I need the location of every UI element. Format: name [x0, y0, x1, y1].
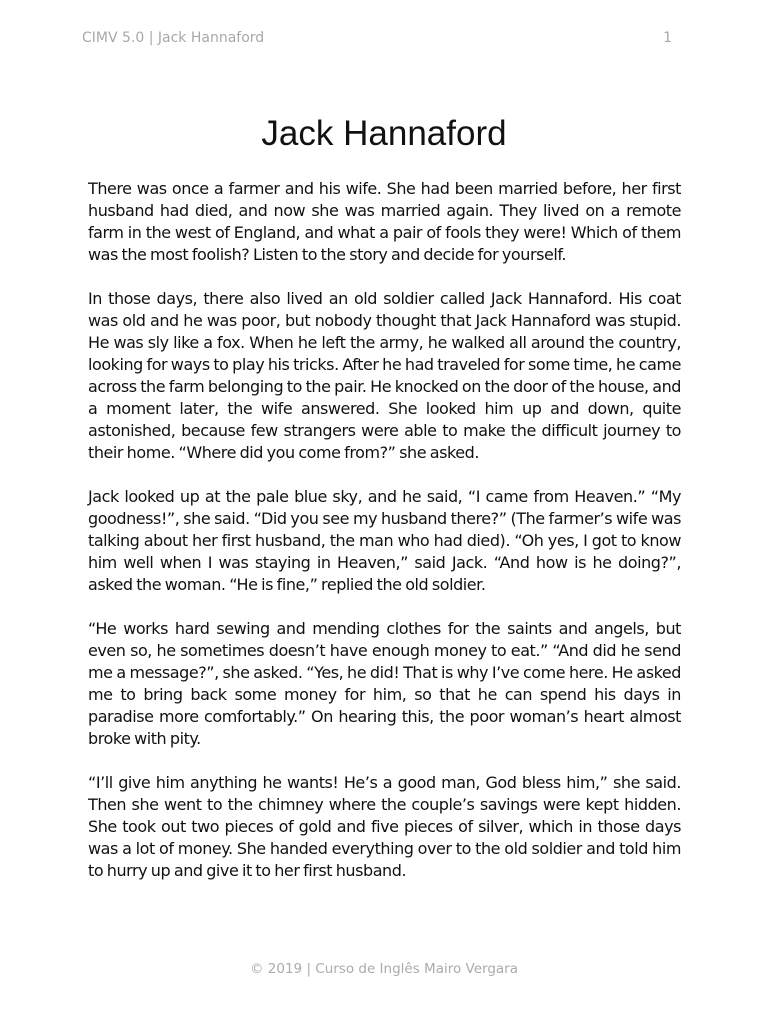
paragraph: In those days, there also lived an old soldier called Jack Hannaford. His coat was old and he was poor, but nobody thought that Jack Hannaford was stupid. He was sly like a fox. When he left the army, he walked all around the country, looking for ways to play his tricks. After he had traveled for some time, he came across the farm belonging to the pair. He knocked on the door of the house, and a moment later, the wife answered. She looked him up and down, quite astonished, because few strangers were able to make the difficult journey to their home. “Where did you come from?” she asked.	[88, 289, 681, 462]
paragraph: “I’ll give him anything he wants! He’s a good man, God bless him,” she said. Then she went to the chimney where the couple’s savings were kept hidden. She took out two pieces of gold and five pieces of silver, which in those days was a lot of money. She handed everything over to the old soldier and told him to hurry up and give it to her first husband.	[88, 773, 681, 880]
page-number: 1	[663, 30, 672, 46]
paragraph: There was once a farmer and his wife. She had been married before, her first husband had died, and now she was married again. They lived on a remote farm in the west of England, and what a pair of fools they were! Which of them was the most foolish? Listen to the story and decide for yourself.	[88, 179, 681, 264]
header-document-title: CIMV 5.0 | Jack Hannaford	[82, 30, 265, 46]
page-title: Jack Hannaford	[261, 114, 507, 153]
paragraph: “He works hard sewing and mending clothes for the saints and angels, but even so, he sometimes doesn’t have enough money to eat.” “And did he send me a message?”, she asked. “Yes, he did! That is why I’ve come here. He asked me to bring back some money for him, so that he can spend his days in paradise more comfortably.” On hearing this, the poor woman’s heart almost broke with pity.	[88, 619, 681, 748]
paragraph: Jack looked up at the pale blue sky, and he said, “I came from Heaven.” “My goodness!”, she said. “Did you see my husband there?” (The farmer’s wife was talking about her first husband, the man who had died). “Oh yes, I got to know him well when I was staying in Heaven,” said Jack. “And how is he doing?”, asked the woman. “He is fine,” replied the old soldier.	[88, 487, 681, 594]
story-body	[88, 178, 681, 882]
running-header	[82, 30, 672, 48]
page-footer: © 2019 | Curso de Inglês Mairo Vergara	[250, 961, 518, 977]
